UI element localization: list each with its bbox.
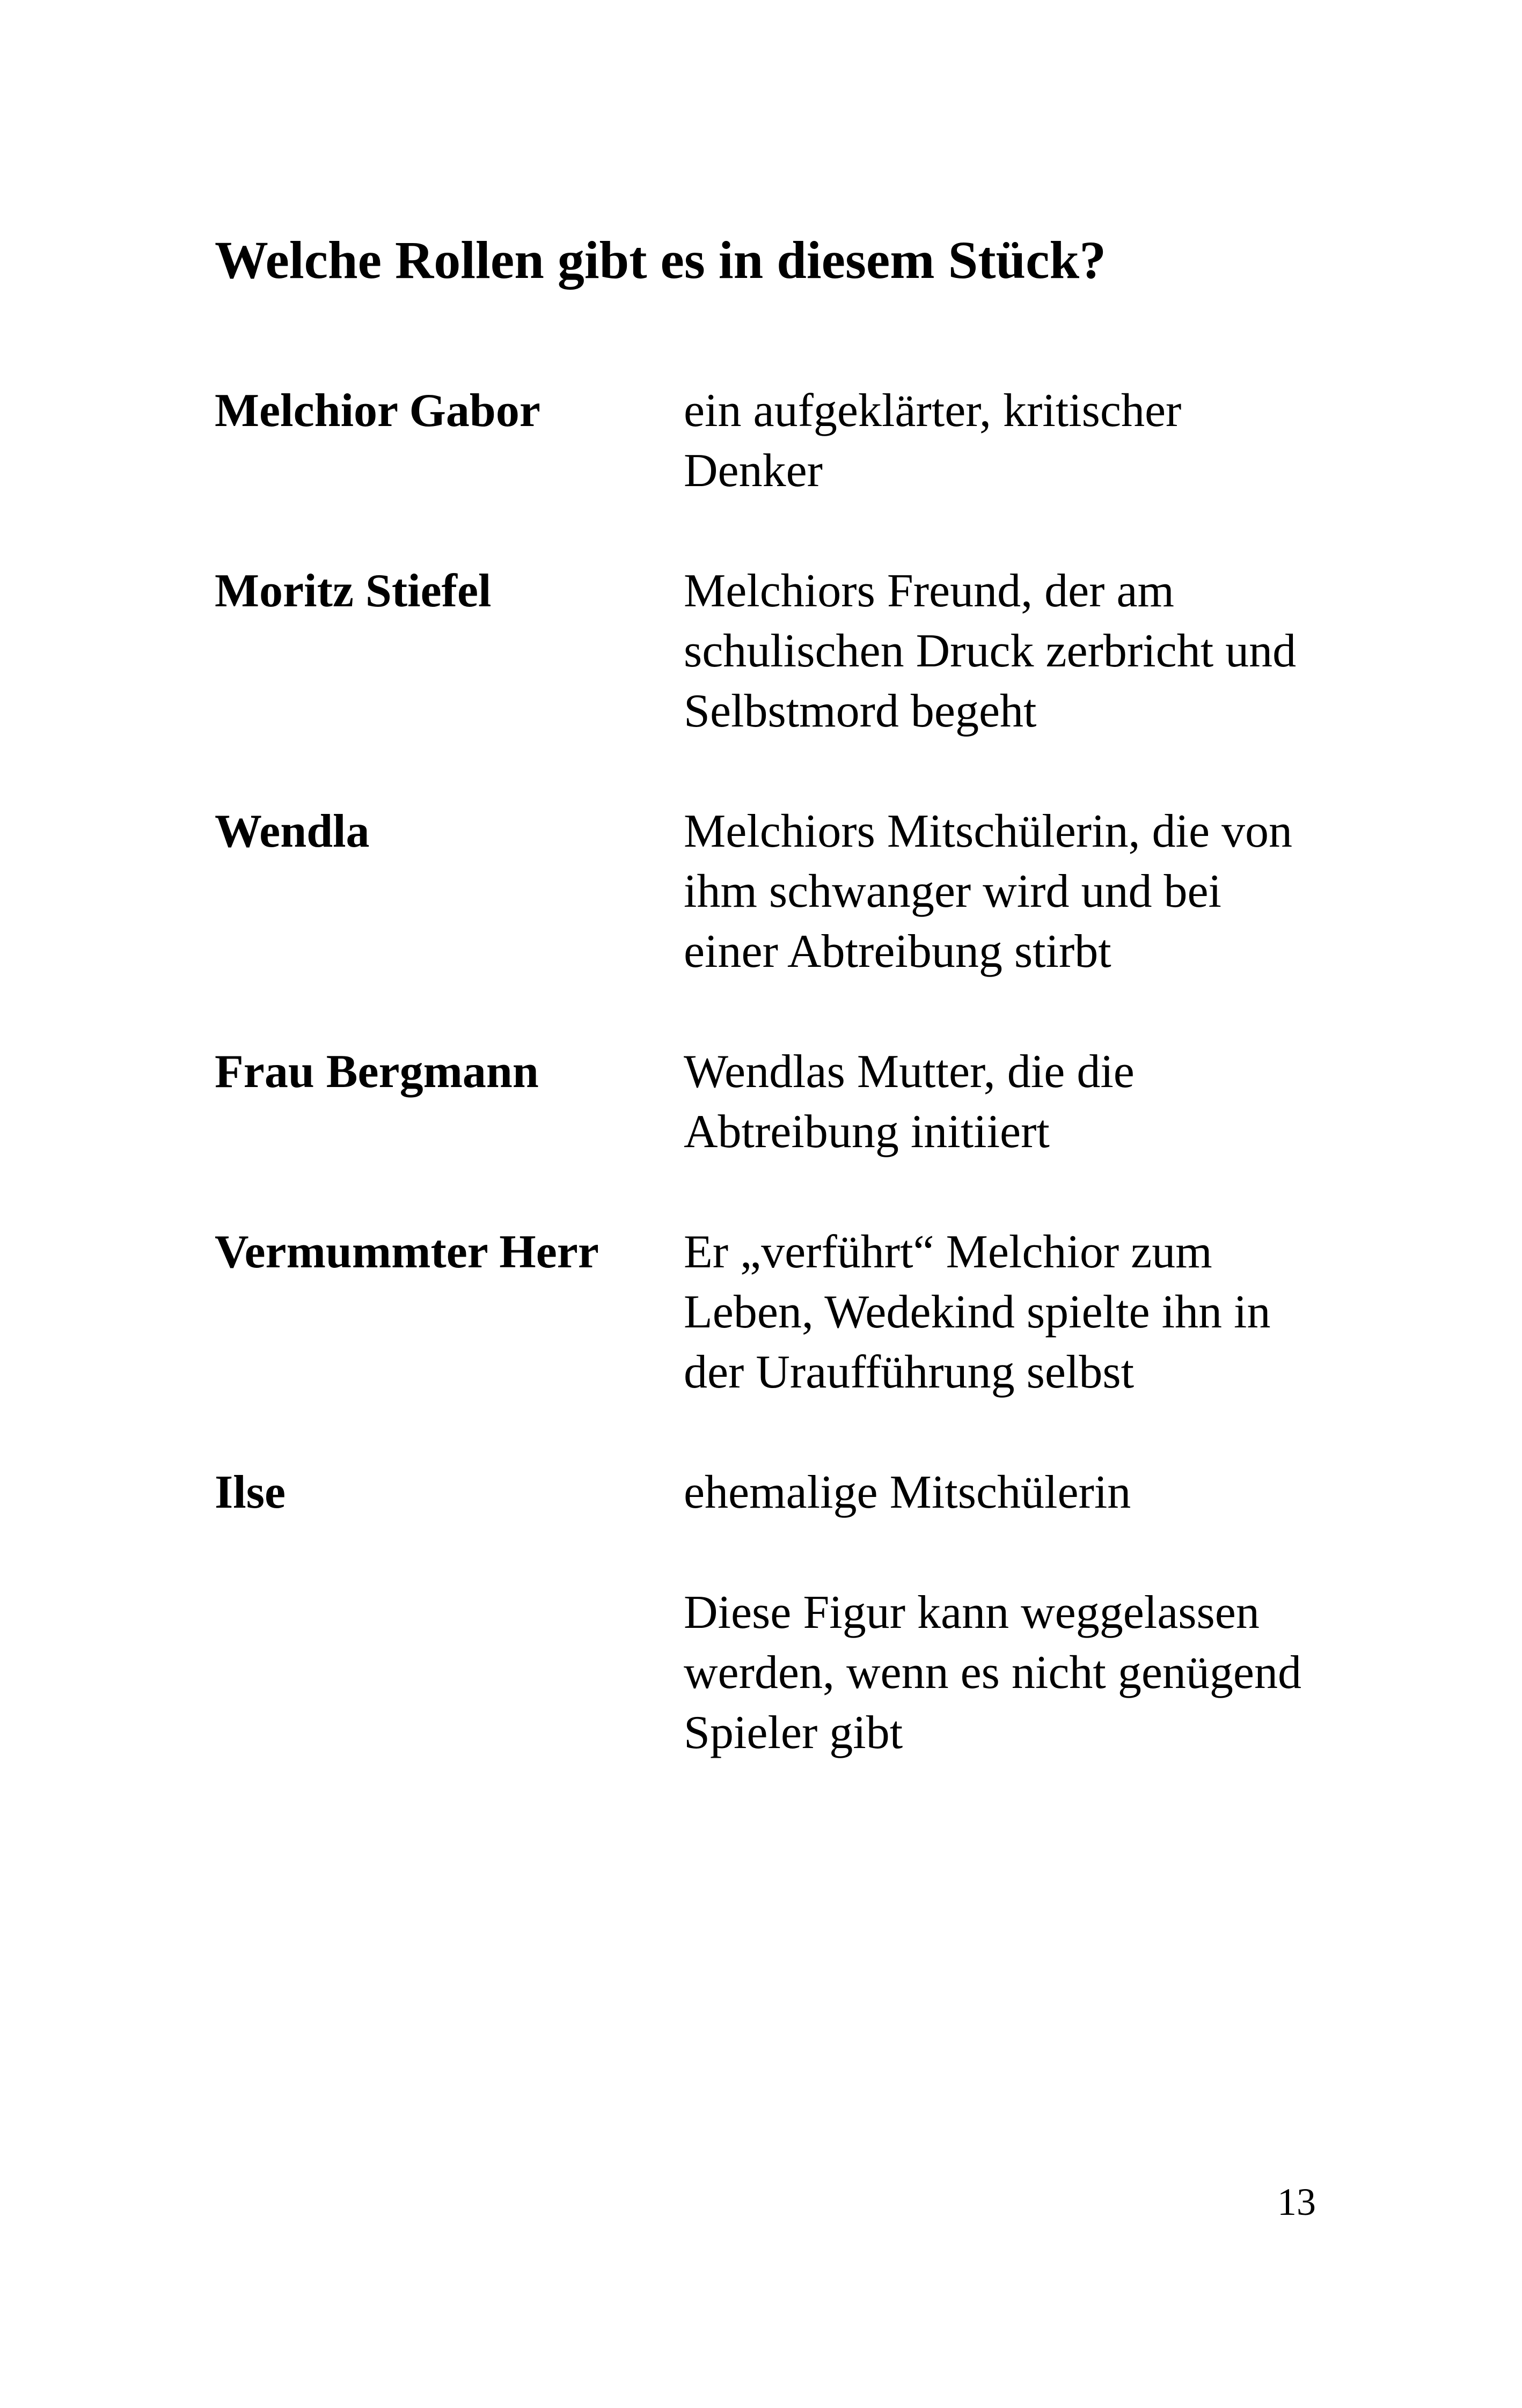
role-name: Wendla bbox=[215, 805, 370, 857]
role-description-text: ehemalige Mitschülerin bbox=[684, 1466, 1131, 1518]
role-description-text: ein aufgeklärter, kritischer Denker bbox=[684, 385, 1182, 497]
role-name: Ilse bbox=[215, 1466, 286, 1518]
role-description bbox=[684, 381, 1317, 501]
role-description bbox=[684, 1222, 1317, 1403]
page-title: Welche Rollen gibt es in diesem Stück? bbox=[215, 230, 1107, 290]
role-description bbox=[684, 1463, 1317, 1763]
role-entry-wendla bbox=[215, 802, 1342, 1042]
role-description bbox=[684, 802, 1317, 982]
role-name: Moritz Stiefel bbox=[215, 565, 492, 617]
role-entry-vermummter-herr bbox=[215, 1222, 1342, 1463]
role-description-text: Er „verführt“ Melchior zum Leben, Wedekind spielte ihn in der Uraufführung selbst bbox=[684, 1226, 1271, 1398]
role-entry-ilse bbox=[215, 1463, 1342, 1763]
role-name: Melchior Gabor bbox=[215, 385, 540, 437]
role-description-text: Wendlas Mutter, die die Abtreibung initiiert bbox=[684, 1046, 1135, 1158]
role-description-text: Melchiors Mitschülerin, die von ihm schwanger wird und bei einer Abtreibung stirbt bbox=[684, 805, 1293, 978]
role-description bbox=[684, 1042, 1317, 1162]
role-description bbox=[684, 561, 1317, 742]
role-list bbox=[215, 381, 1342, 1763]
role-entry-melchior-gabor bbox=[215, 381, 1342, 561]
role-name: Frau Bergmann bbox=[215, 1046, 539, 1098]
page-number: 13 bbox=[1277, 2181, 1316, 2223]
role-name: Vermummter Herr bbox=[215, 1226, 599, 1278]
role-entry-moritz-stiefel bbox=[215, 561, 1342, 802]
role-entry-frau-bergmann bbox=[215, 1042, 1342, 1222]
role-description-text: Melchiors Freund, der am schulischen Druck zerbricht und Selbstmord begeht bbox=[684, 565, 1297, 737]
role-note-text: Diese Figur kann weggelassen werden, wenn es nicht genügend Spieler gibt bbox=[684, 1587, 1301, 1759]
